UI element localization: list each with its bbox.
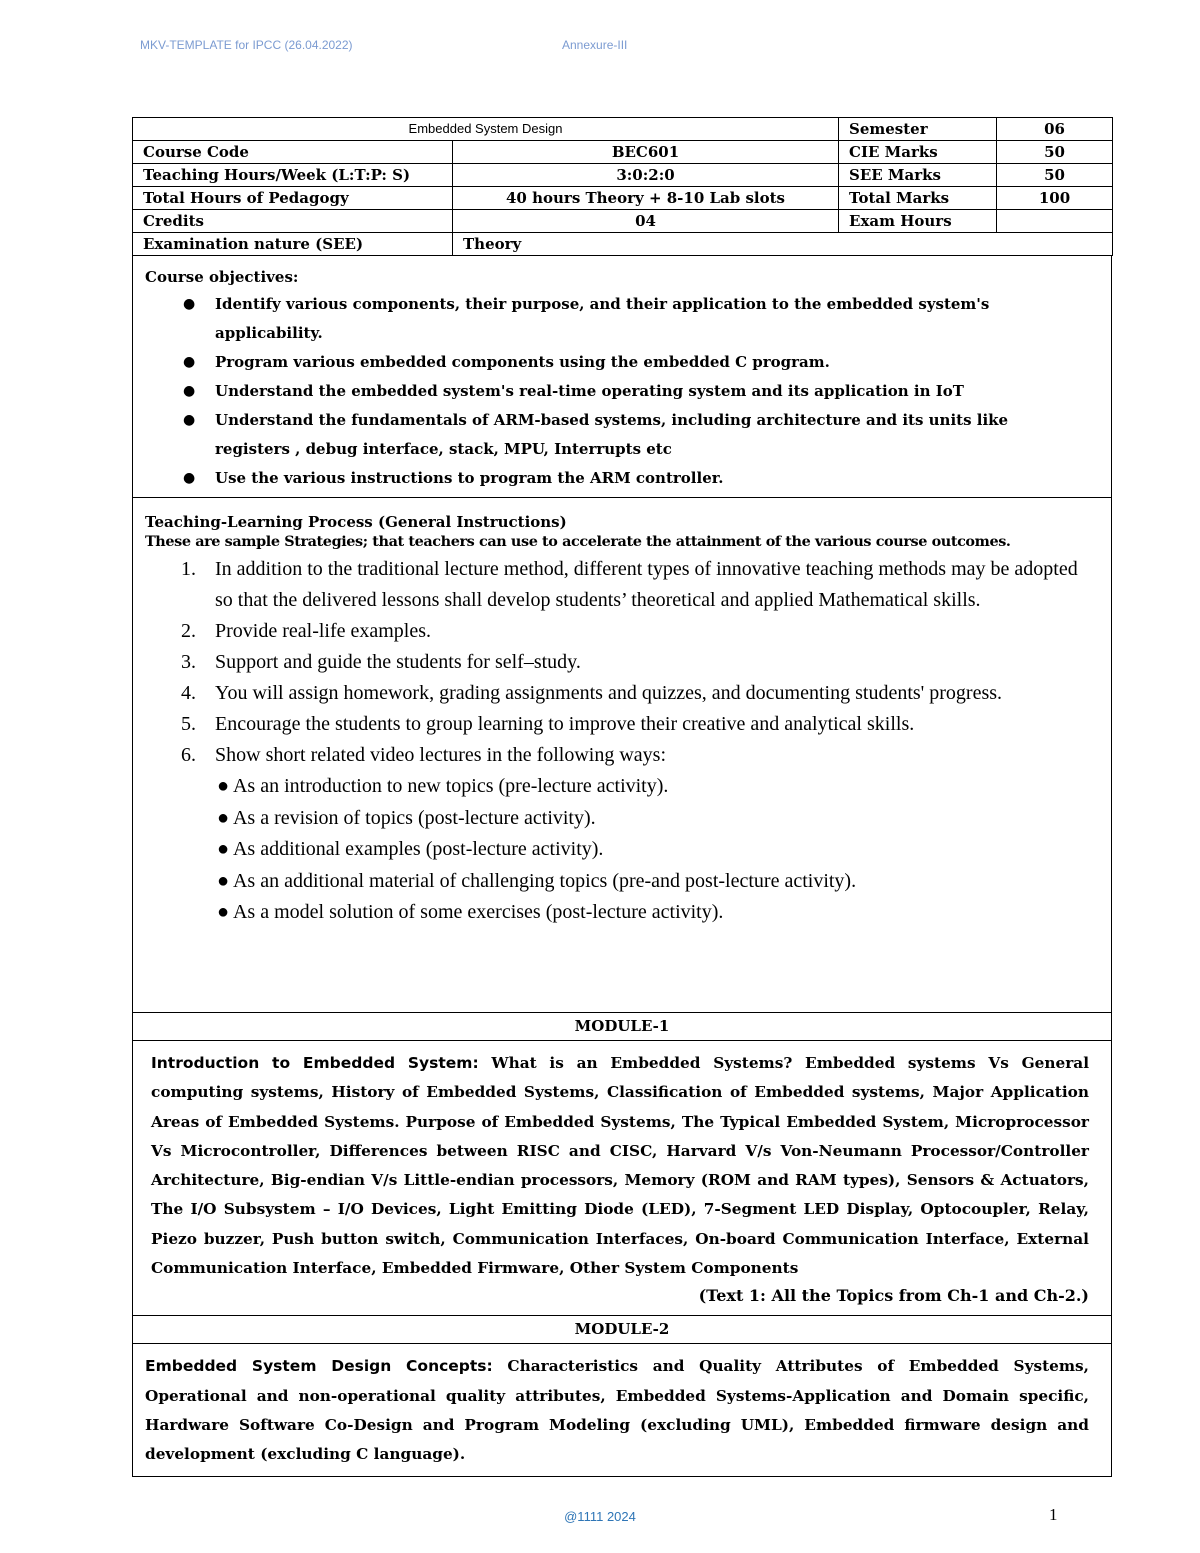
exam-nature-value: Theory [453, 233, 1113, 256]
row-value: 04 [453, 210, 839, 233]
module-1-section [132, 1013, 1112, 1316]
module-2-section [132, 1316, 1112, 1476]
sub-list-item: ● As additional examples (post-lecture activity). [217, 838, 604, 860]
row-label: Total Hours of Pedagogy [133, 187, 453, 210]
teaching-heading: Teaching-Learning Process (General Instructions) [145, 513, 567, 531]
row-value: BEC601 [453, 141, 839, 164]
list-item [145, 290, 1099, 348]
item-text: You will assign homework, grading assignments and quizzes, and documenting students' progress. [215, 682, 1003, 704]
module-1-text: What is an Embedded Systems? Embedded systems Vs General computing systems, History of Embedded Systems, Classification of Embedded systems, Major Application Areas of Embedded Systems. Purpose of Embedded Systems, The Typical Embedded System, Microprocessor Vs Microcontroller, Differences between RISC and CISC, Harvard V/s Von-Neumann Processor/Controller Architecture, Big-endian V/s Little-endian processors, Memory (ROM and RAM types), Sensors & Actuators, The I/O Subsystem – I/O Devices, Light Emitting Diode (LED), 7-Segment LED Display, Optocoupler, Relay, Piezo buzzer, Push button switch, Communication Interfaces, On-board Communication Interface, External Communication Interface, Embedded Firmware, Other System Components [151, 1054, 1090, 1278]
row-value-2: 50 [997, 164, 1113, 187]
module-1-body [133, 1041, 1111, 1315]
bullet-icon: ● [183, 296, 196, 312]
row-label: Teaching Hours/Week (L:T:P: S) [133, 164, 453, 187]
syllabus-document [132, 117, 1112, 1477]
list-item [145, 377, 1099, 406]
list-item [145, 740, 1099, 771]
row-label: Credits [133, 210, 453, 233]
bullet-icon: ● [183, 412, 196, 428]
list-item [145, 616, 1099, 647]
page-number: 1 [1049, 1505, 1058, 1524]
course-info-table [132, 117, 1113, 256]
list-item [145, 406, 1099, 464]
module-1-reference: (Text 1: All the Topics from Ch-1 and Ch-2.) [698, 1286, 1089, 1306]
item-number: 4. [181, 682, 196, 704]
footer-label: @1111 2024 [564, 1509, 636, 1524]
objective-text: Identify various components, their purpose, and their application to the embedded system's applicability. [215, 295, 990, 342]
objective-text: Use the various instructions to program the ARM controller. [215, 469, 724, 487]
sub-list-item: ● As an additional material of challenging topics (pre-and post-lecture activity). [217, 869, 857, 892]
module-2-heading: MODULE-2 [133, 1316, 1111, 1344]
list-item [145, 709, 1099, 740]
exam-nature-label: Examination nature (SEE) [133, 233, 453, 256]
table-row [133, 187, 1113, 210]
row-value-2: 100 [997, 187, 1113, 210]
row-label-2: Exam Hours [839, 210, 997, 233]
objectives-heading: Course objectives: [145, 268, 299, 286]
list-item [145, 647, 1099, 678]
header-template-label: MKV-TEMPLATE for IPCC (26.04.2022) [140, 38, 353, 52]
list-item [145, 554, 1099, 616]
bullet-icon: ● [183, 383, 196, 399]
semester-label: Semester [839, 118, 997, 141]
table-row [133, 233, 1113, 256]
item-number: 1. [181, 558, 196, 580]
item-text: Provide real-life examples. [215, 620, 432, 642]
item-text: Show short related video lectures in the following ways: [215, 744, 667, 766]
table-row [133, 210, 1113, 233]
item-number: 5. [181, 713, 196, 735]
item-text: Support and guide the students for self–study. [215, 651, 581, 673]
objective-text: Understand the embedded system's real-time operating system and its application in IoT [215, 382, 964, 400]
module-1-lead: Introduction to Embedded System: [151, 1054, 479, 1072]
row-label-2: SEE Marks [839, 164, 997, 187]
course-title: Embedded System Design [133, 118, 839, 141]
table-row [133, 164, 1113, 187]
sub-list-item: ● As a revision of topics (post-lecture activity). [217, 806, 596, 829]
bullet-icon: ● [183, 470, 196, 486]
objective-text: Understand the fundamentals of ARM-based systems, including architecture and its units like registers , debug interface, stack, MPU, Interrupts etc [215, 411, 1009, 458]
teaching-list [145, 554, 1099, 771]
row-label-2: CIE Marks [839, 141, 997, 164]
teaching-subheading: These are sample Strategies; that teachers can use to accelerate the attainment of the various course outcomes. [145, 533, 1011, 550]
item-text: In addition to the traditional lecture method, different types of innovative teaching methods may be adopted so that the delivered lessons shall develop students’ theoretical and applied Mathematical skills. [215, 558, 1078, 611]
row-value-2: 50 [997, 141, 1113, 164]
bullet-icon: ● [183, 354, 196, 370]
module-2-text: Characteristics and Quality Attributes of Embedded Systems, Operational and non-operational quality attributes, Embedded Systems-Application and Domain specific, Hardware Software Co-Design and Program Modeling (excluding UML), Embedded firmware design and development (excluding C language). [145, 1357, 1089, 1464]
table-row [133, 141, 1113, 164]
list-item [145, 348, 1099, 377]
row-label-2: Total Marks [839, 187, 997, 210]
table-row [133, 118, 1113, 141]
row-value-2 [997, 210, 1113, 233]
item-text: Encourage the students to group learning to improve their creative and analytical skills. [215, 713, 915, 735]
sub-list-item: ● As an introduction to new topics (pre-lecture activity). [217, 775, 669, 797]
module-1-heading: MODULE-1 [133, 1013, 1111, 1041]
list-item [145, 678, 1099, 709]
teaching-learning-section [132, 498, 1112, 1013]
row-value: 3:0:2:0 [453, 164, 839, 187]
semester-value: 06 [997, 118, 1113, 141]
row-label: Course Code [133, 141, 453, 164]
item-number: 3. [181, 651, 196, 673]
module-2-lead: Embedded System Design Concepts: [145, 1357, 493, 1376]
header-annexure-label: Annexure-III [562, 38, 628, 52]
sub-list-item: ● As a model solution of some exercises (post-lecture activity). [217, 901, 724, 923]
objectives-list [145, 290, 1099, 493]
item-number: 2. [181, 620, 196, 642]
item-number: 6. [181, 744, 196, 766]
objective-text: Program various embedded components using the embedded C program. [215, 353, 830, 371]
module-2-body [133, 1344, 1111, 1475]
row-value: 40 hours Theory + 8-10 Lab slots [453, 187, 839, 210]
course-objectives-section [132, 256, 1112, 498]
list-item [145, 464, 1099, 493]
